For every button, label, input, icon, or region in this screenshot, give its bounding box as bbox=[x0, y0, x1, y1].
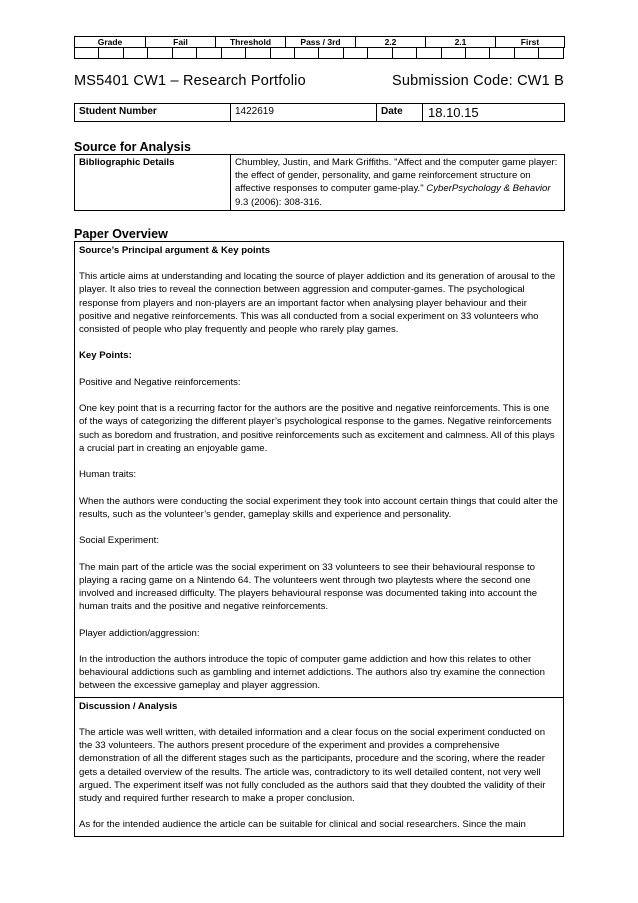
source-table bbox=[74, 154, 565, 211]
grade-box bbox=[490, 48, 514, 59]
grade-box bbox=[466, 48, 490, 59]
date-label: Date bbox=[377, 104, 423, 122]
grade-box bbox=[392, 48, 416, 59]
paragraph: In the introduction the authors introduce the topic of computer game addiction and how this relates to other behavioural addictions such as gambling and internet addictions. The authors also try examine the connection between the excessive gameplay and player aggression. bbox=[79, 653, 545, 692]
grade-header: Fail bbox=[146, 37, 216, 48]
submission-code: Submission Code: CW1 B bbox=[391, 73, 564, 89]
grade-box-row bbox=[75, 48, 564, 59]
date-value: 18.10.15 bbox=[423, 104, 565, 122]
citation bbox=[231, 155, 565, 211]
grade-boxes bbox=[74, 47, 564, 59]
grade-box bbox=[294, 48, 318, 59]
grade-header: 2.1 bbox=[426, 37, 496, 48]
grade-box bbox=[246, 48, 270, 59]
grade-header: 2.2 bbox=[356, 37, 426, 48]
paragraph: As for the intended audience the article can be suitable for clinical and social researchers. Since the main bbox=[79, 819, 526, 831]
grade-box bbox=[441, 48, 465, 59]
key-point-title: Social Experiment: bbox=[79, 535, 159, 547]
grade-box bbox=[319, 48, 343, 59]
grade-box bbox=[148, 48, 172, 59]
grade-box bbox=[123, 48, 147, 59]
overview-heading: Paper Overview bbox=[74, 226, 168, 241]
module-title: MS5401 CW1 – Research Portfolio bbox=[74, 73, 306, 89]
key-points-title: Key Points: bbox=[79, 350, 132, 362]
paragraph: One key point that is a recurring factor for the authors are the positive and negative reinforcements. This is one of the ways of categorizing the different player’s psychological response to the games. Negative reinforcements such as boredom and frustration, and positive reinforcements such as excitement and calmness. All of this plays a crucial part in creating an enjoyable game. bbox=[79, 403, 555, 454]
student-number-value: 1422619 bbox=[231, 104, 377, 122]
key-point-title: Player addiction/aggression: bbox=[79, 627, 200, 639]
source-heading: Source for Analysis bbox=[74, 140, 191, 154]
grade-box bbox=[514, 48, 538, 59]
document-page bbox=[74, 36, 564, 837]
section-title: Discussion / Analysis bbox=[79, 700, 178, 712]
grade-box bbox=[221, 48, 245, 59]
overview-box bbox=[74, 241, 564, 837]
grade-header: Grade bbox=[75, 37, 146, 48]
paragraph: The main part of the article was the social experiment on 33 volunteers to see their behavioural response to playing a racing game on a Nintendo 64. The volunteers went through two playtests where the second one involved and increased difficulty. The players behavioural response was documented taking into account the human traits and the positive and negative reinforcements. bbox=[79, 561, 538, 613]
section-title: Source’s Principal argument & Key points bbox=[79, 244, 271, 256]
grade-box bbox=[343, 48, 367, 59]
grade-header: Pass / 3rd bbox=[286, 37, 356, 48]
grade-box bbox=[417, 48, 441, 59]
grade-header: Threshold bbox=[216, 37, 286, 48]
grade-box bbox=[75, 48, 99, 59]
key-point-title: Positive and Negative reinforcements: bbox=[79, 376, 241, 388]
grade-box bbox=[172, 48, 196, 59]
citation-main: Chumbley, Justin, and Mark Griffiths. "Affect and the computer game player: the effect of gender, personality, and game reinforcement structure on affective responses to computer game-play." bbox=[235, 157, 558, 195]
citation-journal: CyberPsychology & Behavior bbox=[426, 183, 551, 195]
grade-box bbox=[270, 48, 294, 59]
grade-header: First bbox=[496, 37, 565, 48]
grade-box bbox=[99, 48, 123, 59]
discussion-section bbox=[75, 697, 563, 836]
title-row bbox=[74, 73, 564, 89]
grade-header-row bbox=[75, 37, 565, 48]
student-number-label: Student Number bbox=[75, 104, 231, 122]
grade-box bbox=[197, 48, 221, 59]
paragraph: The article was well written, with detailed information and a clear focus on the social experiment conducted on the 33 volunteers. The authors present procedure of the experiment and provides a comprehensive demonstration of all the different stages such as the participants, procedure and the scoring, where the reader gets a detailed overview of the results. The article was, contradictory to its well detailed content, not very well argued. The experiment itself was not fully concluded as the authors said that they doubted the validity of their study and required further research to make a proper conclusion. bbox=[79, 726, 546, 804]
principal-argument-section bbox=[75, 242, 563, 697]
bibliographic-label: Bibliographic Details bbox=[75, 155, 231, 211]
grade-box bbox=[368, 48, 392, 59]
paragraph: This article aims at understanding and locating the source of player addiction and its generation of arousal to the player. It also tries to reveal the connection between aggression and computer-games. The psychological response from players and non-players are an important factor when analysing player behaviour and their positive and negative reinforcements. This was all conducted from a social experiment on 33 volunteers who consisted of people who play frequently and people who rarely play games. bbox=[79, 271, 556, 336]
key-point-title: Human traits: bbox=[79, 469, 137, 481]
grade-box bbox=[539, 48, 564, 59]
citation-tail: 9.3 (2006): 308-316. bbox=[235, 196, 322, 208]
paragraph: When the authors were conducting the social experiment they took into account certain things that could alter the results, such as the volunteer’s gender, gameplay skills and experience and personality. bbox=[79, 495, 558, 520]
student-table bbox=[74, 103, 565, 122]
